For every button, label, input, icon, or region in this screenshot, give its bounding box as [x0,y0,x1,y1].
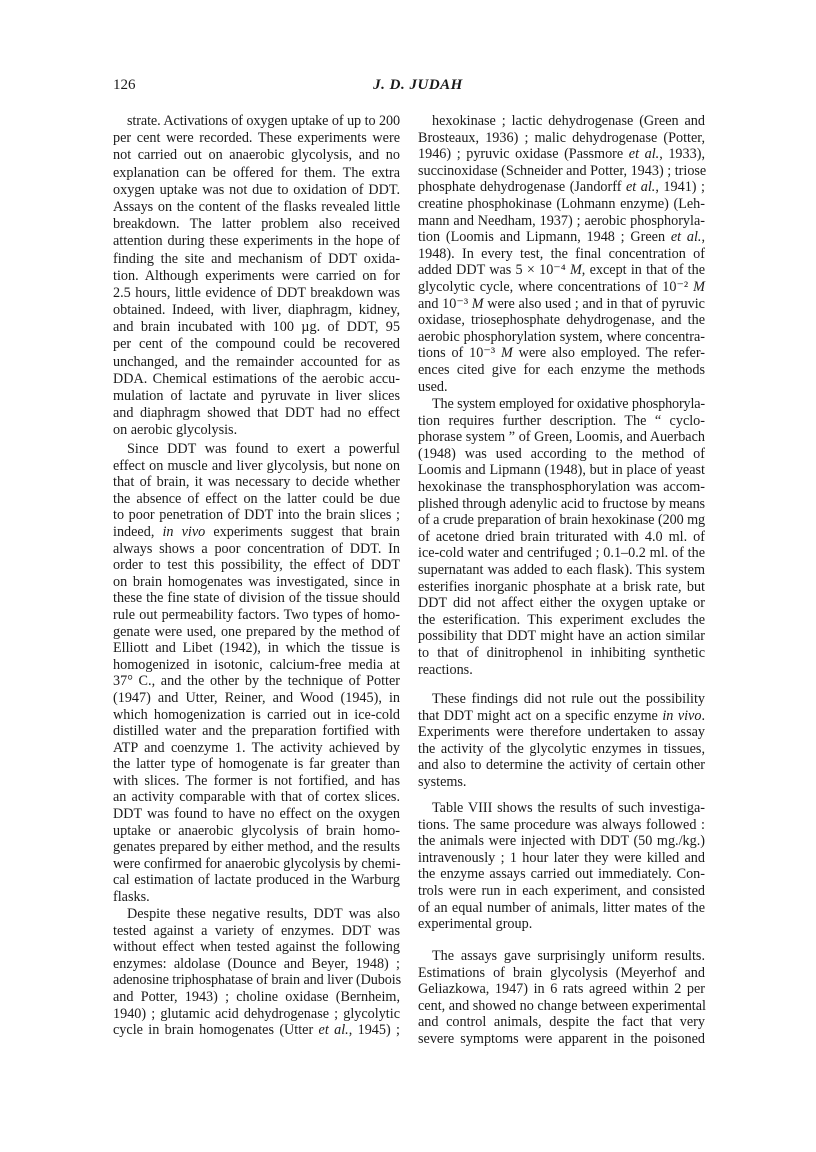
text-line: explanation can be offered for them. The extra [113,164,400,181]
paragraph [418,396,705,678]
text-line [418,179,705,196]
text-segment: experiments suggest that brain [205,523,400,540]
text-line: Assays on the content of the flasks revealed little [113,198,400,215]
text-line: aerobic phosphorylation system, where concentra- [418,328,705,345]
text-line: experimental group. [418,916,533,933]
text-segment: . [701,707,705,724]
text-line: and brain incubated with 100 µg. of DDT, 95 [113,319,400,336]
text-line [418,708,705,725]
text-line: obtained. Indeed, with liver, diaphragm, kidney, [113,302,400,319]
text-segment: indeed, [113,523,163,540]
italic-text: M [471,295,484,312]
text-line: the absence of effect on the latter could be due [113,490,400,507]
text-line: uptake or anaerobic glycolysis of brain homo- [113,822,400,839]
italic-text: in vivo [662,707,702,724]
text-line [418,146,705,163]
text-line: effect on muscle and liver glycolysis, but none on [113,457,400,474]
text-line: reactions. [418,661,473,678]
paragraph [418,800,705,933]
text-line: and Potter, 1943) ; choline oxidase (Bernheim, [113,988,400,1005]
text-line: enzymes: aldolase (Dounce and Beyer, 1948) ; [113,955,400,972]
text-line: Estimations of brain glycolysis (Meyerhof and [418,964,705,981]
text-line: breakdown. The latter problem also received [113,216,400,233]
text-line: unchanged, and the remainder accounted for as [113,353,400,370]
text-line: (1947) and Utter, Reiner, and Wood (1945), in [113,689,400,706]
text-line: on aerobic glycolysis. [113,422,238,439]
italic-text: et al. [628,146,660,163]
text-line: the latter type of homogenate is far greater than [113,756,400,773]
italic-text: M [500,345,513,362]
italic-text: et al. [625,179,656,196]
text-segment: , 1945) ; [348,1022,400,1039]
text-line: Elliott and Libet (1942), in which the tissue is [113,640,400,657]
text-line: hexokinase ; lactic dehydrogenase (Green and [432,113,705,129]
text-line [418,279,705,296]
text-line: attention during these experiments in the hope of [113,233,400,250]
text-line: The system employed for oxidative phosphoryla- [432,396,705,412]
text-line: tested against a variety of enzymes. DDT was [113,922,400,939]
text-line: mann and Needham, 1937) ; aerobic phosphoryla- [418,212,705,229]
text-line: order to test this possibility, the effect of DDT [113,557,400,574]
text-line: trols were run in each experiment, and consisted [418,882,705,899]
text-line: tion requires further description. The “ cyclo- [418,412,705,429]
text-line: DDT was found to have no effect on the oxygen [113,806,400,823]
text-line: oxygen uptake was not due to oxidation of DDT. [113,181,400,198]
italic-text: M [693,278,705,295]
text-line: succinoxidase (Schneider and Potter, 1943) ; triose [418,162,707,179]
text-line: that of brain, it was necessary to decide whether [113,474,400,491]
text-line: rule out permeability factors. Two types of homo- [113,606,400,623]
text-line [113,524,400,541]
text-line: tion. Although experiments were carried on for [113,267,400,284]
text-line: DDA. Chemical estimations of the aerobic accu- [113,370,400,387]
text-line: to that of dinitrophenol in inhibiting synthetic [418,644,705,661]
text-segment: phosphate dehydrogenase (Jandorff [418,179,626,196]
text-line: oxidase, triosephosphate dehydrogenase, and the [418,312,705,329]
text-line: the esterification. This experiment excludes the [418,611,705,628]
text-line: 2.5 hours, little evidence of DDT breakdown was [113,284,400,301]
text-line: systems. [418,773,467,790]
text-line: without effect when tested against the following [113,939,400,956]
text-line: not carried out on anaerobic glycolysis, and no [113,147,400,164]
text-line: per cent were recorded. These experiments were [113,130,400,147]
text-line: Table VIII shows the results of such investiga- [432,800,705,816]
text-line: DDT did not affect either the oxygen uptake or [418,595,705,612]
text-line: Brosteaux, 1936) ; malic dehydrogenase (Potter, [418,129,705,146]
text-segment: and 10⁻³ [418,295,472,312]
text-line: cal estimation of lactate produced in the Warburg [113,872,400,889]
text-line: the animals were injected with DDT (50 mg./kg.) [418,833,705,850]
text-line: used. [418,378,448,395]
text-line: the activity of the glycolytic enzymes in tissues, [418,740,705,757]
text-segment: , except in that of the [581,262,705,279]
paragraph [113,441,400,906]
text-line: of acetone dried brain triturated with 4.0 ml. of [418,528,705,545]
text-line: creatine phosphokinase (Lohmann enzyme) (Leh- [418,195,705,212]
text-line: 1948). In every test, the final concentration of [418,245,705,262]
text-line: genate were used, one prepared by the method of [113,623,400,640]
text-line: These findings did not rule out the possibility [432,691,705,707]
text-segment: 1946) ; pyruvic oxidase (Passmore [418,146,629,163]
text-line: of a crude preparation of brain hexokinase (200 mg [418,512,705,529]
text-line: 37° C., and the other by the technique of Potter [113,673,400,690]
text-segment: that DDT might act on a specific enzyme [418,707,663,724]
text-line: phorase system ” of Green, Loomis, and Auerbach [418,429,705,446]
text-line: per cent of the compound could be recovered [113,336,400,353]
text-line: and also to determine the activity of certain other [418,757,705,774]
text-line: (1948) was used according to the method of [418,445,705,462]
text-line: these the fine state of division of the tissue should [113,590,400,607]
text-line: on brain homogenates was investigated, since in [113,573,400,590]
text-line: plished through adenylic acid to fructose by means [418,495,705,512]
italic-text: in vivo [162,523,206,540]
text-line: to poor penetration of DDT into the brain slices ; [113,507,400,524]
text-segment: , [701,229,705,246]
text-line: mulation of lactate and pyruvate in liver slices [113,388,400,404]
text-line: Despite these negative results, DDT was also [127,906,400,922]
italic-text: et al. [318,1022,349,1039]
text-line: intravenously ; 1 hour later they were killed and [418,849,705,866]
text-line: tions. The same procedure was always followed : [418,816,705,833]
text-line: which homogenization is carried out in ice-cold [113,706,400,723]
text-segment: glycolytic cycle, where concentrations of 10⁻² [418,278,694,295]
text-line: Loomis and Lipmann (1948), but in place of yeast [418,462,705,479]
text-line: finding the site and mechanism of DDT oxida- [113,250,400,267]
text-line: distilled water and the preparation fortified with [113,723,400,740]
text-line: strate. Activations of oxygen uptake of up to 200 [127,113,400,129]
text-line [418,345,705,362]
text-line: hexokinase the transphosphorylation was accom- [418,478,705,495]
text-line [113,1022,400,1039]
text-line: supernatant was added to each flask). This system [418,561,705,578]
text-segment: , 1941) ; [655,179,705,196]
italic-text: M [569,262,582,279]
text-line: adenosine triphosphatase of brain and liver (Dubois [113,972,402,989]
running-head: J. D. JUDAH [373,77,463,93]
paragraph [418,113,705,395]
text-segment: added DDT was 5 × 10⁻⁴ [418,262,570,279]
text-line: ice-cold water and centrifuged ; 0.1–0.2 ml. of the [418,545,705,562]
text-segment: cycle in brain homogenates (Utter [113,1022,319,1039]
text-segment: , 1933), [659,146,705,163]
italic-text: et al. [670,229,702,246]
page-number: 126 [113,77,136,93]
text-segment: were also employed. The refer- [512,345,706,362]
text-line: The assays gave surprisingly uniform results. [432,948,705,964]
text-segment: tion (Loomis and Lipmann, 1948 ; Green [418,229,671,246]
text-line: cent, and showed no change between experimental [418,997,706,1014]
text-line [418,229,705,246]
text-line: with slices. The former is not fortified, and has [113,772,400,789]
text-line: homogenized in isotonic, calcium-free media at [113,656,400,673]
text-line: were confirmed for anaerobic glycolysis by chemi- [113,855,401,872]
text-line: Experiments were therefore undertaken to assay [418,724,705,741]
text-line: ences cited give for each enzyme the methods [418,361,705,378]
text-line: genates prepared by either method, and the results [113,839,400,856]
text-segment: tions of 10⁻³ [418,345,501,362]
text-line: the enzyme assays carried out immediately. Con- [418,866,705,883]
text-line: severe symptoms were apparent in the poisoned [418,1030,705,1047]
text-line: and diaphragm showed that DDT had no effect [113,405,400,422]
text-line: esterifies inorganic phosphate at a brisk rate, but [418,578,705,595]
text-line: Since DDT was found to exert a powerful [127,441,400,457]
paragraph [113,113,400,440]
text-line: and control animals, despite the fact that very [418,1014,705,1031]
paragraph [113,906,400,1039]
text-line [418,262,705,279]
text-line: Geliazkowa, 1947) in 6 rats agreed within 2 per [418,981,705,998]
text-line: of an equal number of animals, litter mates of the [418,899,705,916]
text-line [418,296,705,313]
text-line: possibility that DDT might have an action similar [418,628,705,645]
text-line: always shows a poor concentration of DDT. In [113,540,400,557]
text-line: flasks. [113,889,150,906]
paragraph [418,691,705,791]
text-segment: were also used ; and in that of pyruvic [483,295,705,312]
text-line: ATP and coenzyme 1. The activity achieved by [113,739,400,756]
text-line: an activity comparable with that of cortex slices. [113,789,400,806]
paragraph [418,948,705,1048]
text-line: 1940) ; glutamic acid dehydrogenase ; glycolytic [113,1005,400,1022]
